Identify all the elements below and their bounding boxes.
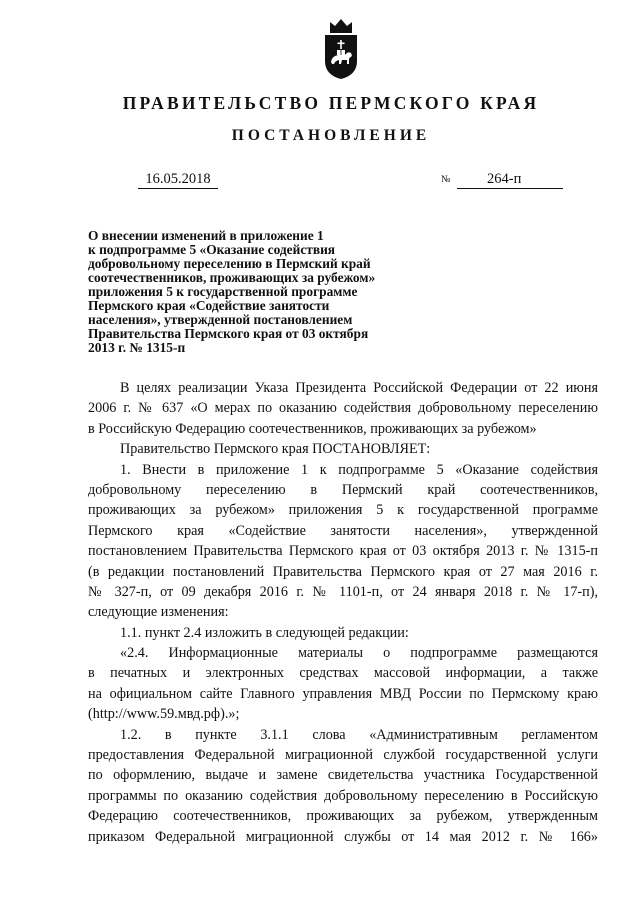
subject-line: О внесении изменений в приложение 1 xyxy=(88,228,324,243)
number-label: № xyxy=(441,174,451,185)
subject-line: приложения 5 к государственной программе xyxy=(88,284,358,299)
body-line: приказом Федеральной миграционной службы от 14 мая 2012 г. № 166» xyxy=(88,828,598,845)
subject-line: к подпрограмме 5 «Оказание содействия xyxy=(88,242,336,257)
body-line: «2.4. Информационные материалы о подпрограмме размещаются xyxy=(120,645,598,662)
body-line: проживающих за рубежом» приложения 5 к государственной программе xyxy=(88,502,598,519)
body-line: в Российскую Федерацию соотечественников, проживающих за рубежом» xyxy=(88,420,537,437)
body-line: (в редакции постановлений Правительства Пермского края от 27 мая 2016 г. xyxy=(88,563,598,580)
body-line: Правительство Пермского края ПОСТАНОВЛЯЕТ: xyxy=(120,441,431,458)
body-line: Федерацию соотечественников, проживающих за рубежом, утвержденным xyxy=(88,808,598,825)
body-line: В целях реализации Указа Президента Российской Федерации от 22 июня xyxy=(120,380,598,396)
document-subject xyxy=(88,229,418,355)
subject-line: населения», утвержденной постановлением xyxy=(88,312,353,327)
body-line: 1. Внести в приложение 1 к подпрограмме 5 «Оказание содействия xyxy=(120,461,598,478)
document-number: 264-п xyxy=(457,170,563,189)
body-line: постановлением Правительства Пермского края от 03 октября 2013 г. № 1315-п xyxy=(88,543,598,560)
body-line: в печатных и электронных средствах массовой информации, а также xyxy=(88,665,598,682)
body-line: добровольному переселению в Пермский край соотечественников, xyxy=(88,481,598,498)
body-line: № 327-п, от 09 декабря 2016 г. № 1101-п, от 24 января 2018 г. № 17-п), xyxy=(88,583,598,600)
subject-line: 2013 г. № 1315-п xyxy=(88,340,186,355)
body-line: (http://www.59.мвд.рф).»; xyxy=(88,706,240,723)
body-line: по оформлению, выдаче и замене свидетельства участника Государственной xyxy=(88,767,598,784)
body-line: Пермского края «Содействие занятости населения», утвержденной xyxy=(88,522,598,539)
body-line: 1.1. пункт 2.4 изложить в следующей редакции: xyxy=(120,624,409,641)
body-line: программы по оказанию содействия добровольному переселению в Российскую xyxy=(88,787,598,804)
document-body xyxy=(88,378,598,847)
subject-line: Правительства Пермского края от 03 октября xyxy=(88,326,369,341)
body-line: следующие изменения: xyxy=(88,604,229,621)
coat-of-arms-icon xyxy=(322,17,360,81)
subject-line: добровольному переселению в Пермский край xyxy=(88,256,371,271)
body-line: на официальном сайте Главного управления МВД России по Пермскому краю xyxy=(88,685,598,702)
subject-line: соотечественников, проживающих за рубежом» xyxy=(88,270,376,285)
document-date: 16.05.2018 xyxy=(138,170,218,189)
subject-line: Пермского края «Содействие занятости xyxy=(88,298,330,313)
body-line: предоставления Федеральной миграционной службой государственной услуги xyxy=(88,747,598,764)
document-type: ПОСТАНОВЛЕНИЕ xyxy=(231,127,431,144)
body-line: 2006 г. № 637 «О мерах по оказанию содействия добровольному переселению xyxy=(88,400,598,417)
body-line: 1.2. в пункте 3.1.1 слова «Административным регламентом xyxy=(120,726,598,743)
government-title: ПРАВИТЕЛЬСТВО ПЕРМСКОГО КРАЯ xyxy=(122,93,540,113)
